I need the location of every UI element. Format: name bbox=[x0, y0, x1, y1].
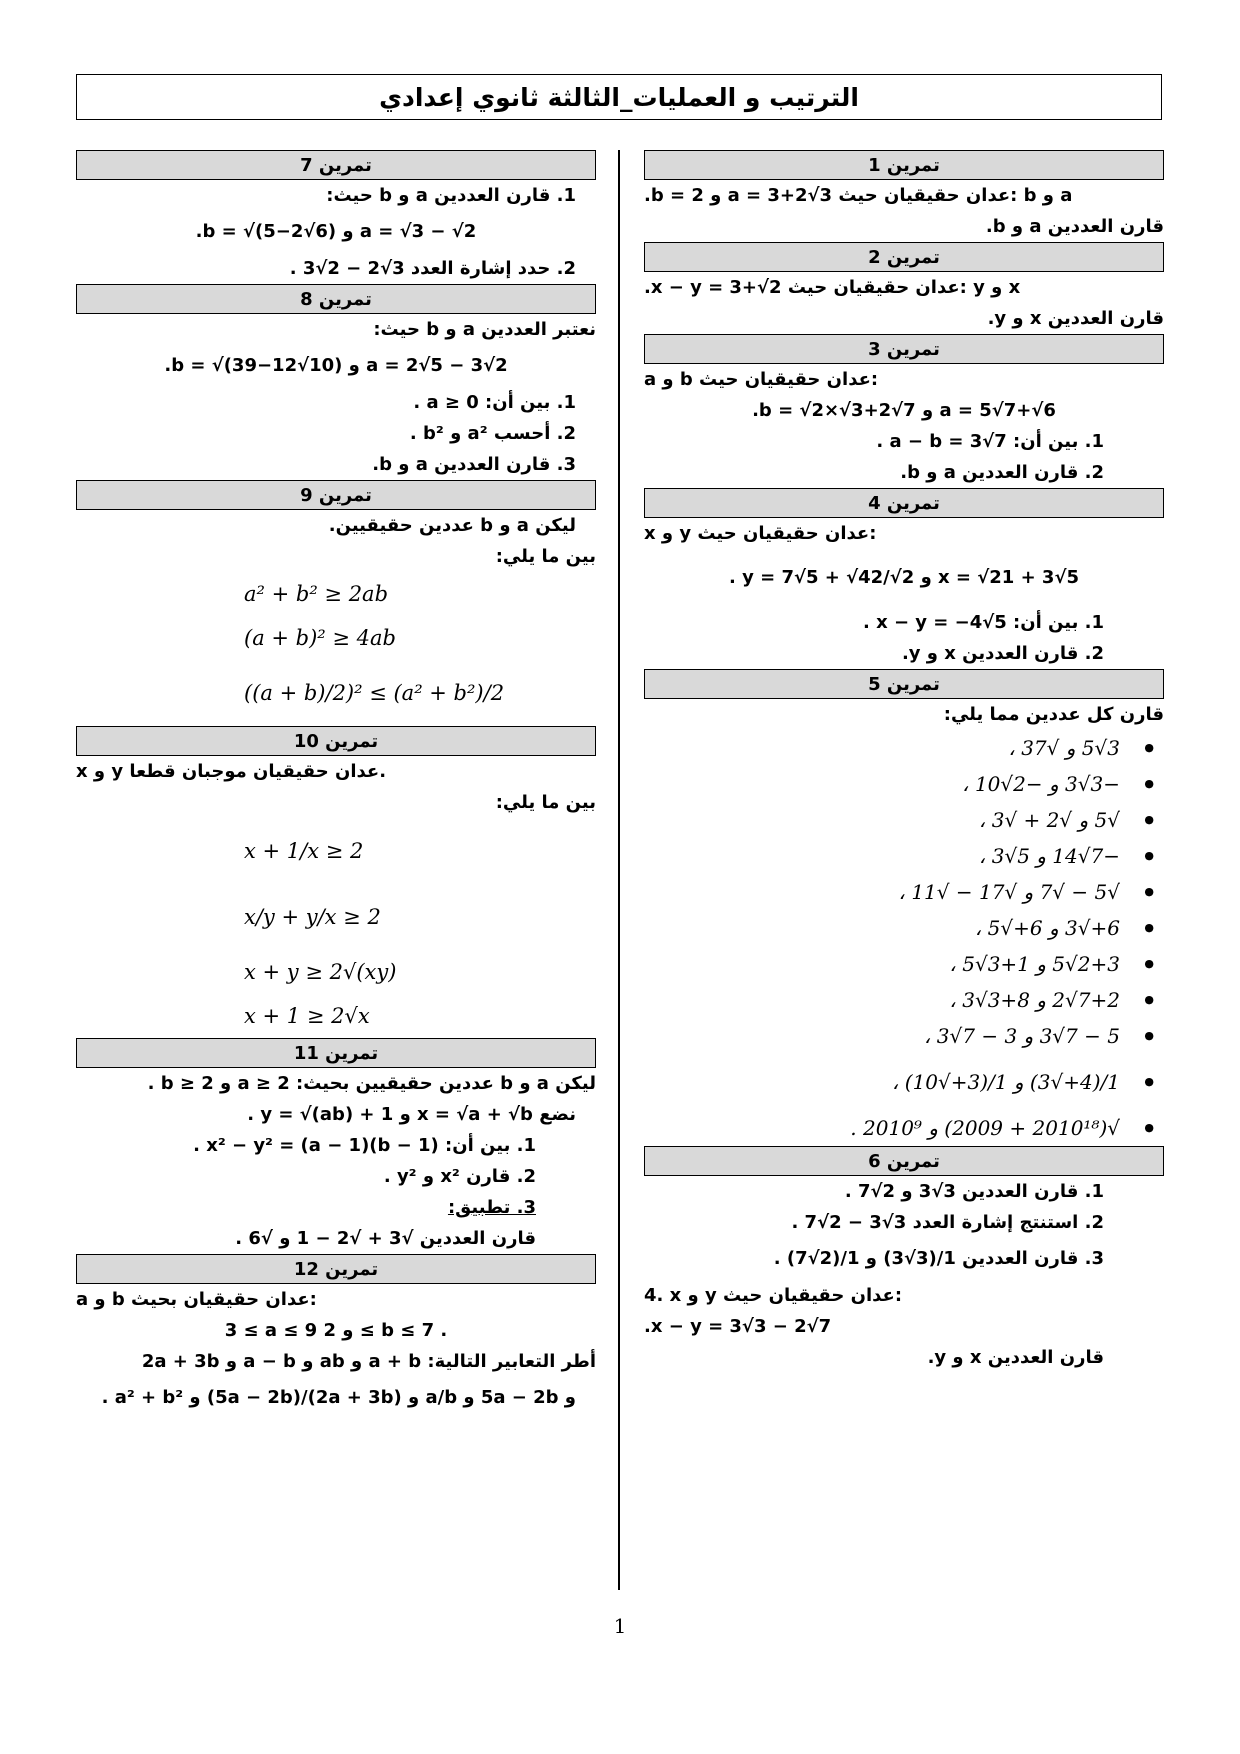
exercise-9-formula-2: (a + b)² ≥ 4ab bbox=[244, 626, 396, 650]
exercise-2-header: تمرين 2 bbox=[644, 242, 1164, 272]
exercise-11-line-3: 1. بين أن: x² − y² = (a − 1)(b − 1) . bbox=[193, 1135, 536, 1156]
exercise-11-line-2: نضع x = √a + √b و y = √(ab) + 1 . bbox=[247, 1104, 576, 1125]
list-item: ● √5 − √7 و √17 − √11 ، bbox=[644, 874, 1120, 910]
exercise-6-line-6: قارن العددين x و y. bbox=[927, 1347, 1104, 1368]
list-item: ● √5 و √2 + √3 ، bbox=[644, 802, 1120, 838]
exercise-3-header: تمرين 3 bbox=[644, 334, 1164, 364]
exercise-12-header: تمرين 12 bbox=[76, 1254, 596, 1284]
exercise-12-line-1: a و b عدان حقيقيان بحيث: bbox=[76, 1289, 317, 1310]
page-title: الترتيب و العمليات_الثالثة ثانوي إعدادي bbox=[76, 74, 1162, 120]
exercise-4-line-4: 2. قارن العددين x و y. bbox=[901, 643, 1104, 664]
exercise-2-line-2: قارن العددين x و y. bbox=[987, 308, 1164, 329]
exercise-4-line-1: x و y عدان حقيقيان حيث: bbox=[644, 523, 877, 544]
exercise-10-formula-2: x/y + y/x ≥ 2 bbox=[244, 905, 381, 929]
exercise-7-line-1: 1. قارن العددين a و b حيث: bbox=[326, 185, 576, 206]
exercise-10-formula-3: x + y ≥ 2√(xy) bbox=[244, 960, 397, 984]
exercise-12-line-4: و 5a − 2b و a/b و (2a + 3b)/(5a − 2b) و a² + b² . bbox=[101, 1387, 576, 1408]
exercise-10-line-1: x و y عدان حقيقيان موجبان قطعا. bbox=[76, 761, 387, 782]
exercise-1-line-1: .b = 2 و a = 3+2√3 عدان حقيقيان حيث: b و a bbox=[644, 185, 1073, 206]
exercise-6-line-1: 1. قارن العددين 3√3 و 2√7 . bbox=[844, 1181, 1104, 1202]
exercise-7-line-2: .b = √(5−2√6) و a = √3 − √2 bbox=[195, 221, 477, 242]
list-item: ● √(2010¹⁸ + 2009) و 2010⁹ . bbox=[644, 1110, 1120, 1146]
exercise-9-formula-1: a² + b² ≥ 2ab bbox=[244, 582, 389, 606]
exercise-11-line-5: 3. تطبيق: bbox=[447, 1197, 536, 1218]
exercise-6-line-5: .x − y = 3√3 − 2√7 bbox=[644, 1316, 832, 1337]
exercise-3-line-3: 1. بين أن: a − b = 3√7 . bbox=[876, 431, 1104, 452]
exercise-6-line-4: 4. x و y عدان حقيقيان حيث: bbox=[644, 1285, 903, 1306]
exercise-5-header: تمرين 5 bbox=[644, 669, 1164, 699]
list-item: ● 7+2√2 و 8+3√3 ، bbox=[644, 982, 1120, 1018]
list-item: ● −7√14 و 5√3 ، bbox=[644, 838, 1120, 874]
exercise-9-formula-3: ((a + b)/2)² ≤ (a² + b²)/2 bbox=[244, 681, 505, 705]
exercise-4-header: تمرين 4 bbox=[644, 488, 1164, 518]
exercise-10-formula-1: x + 1/x ≥ 2 bbox=[244, 839, 364, 863]
exercise-11-line-4: 2. قارن x² و y² . bbox=[383, 1166, 536, 1187]
exercise-6-header: تمرين 6 bbox=[644, 1146, 1164, 1176]
page-number: 1 bbox=[613, 1614, 627, 1638]
exercise-3-line-1: a و b عدان حقيقيان حيث: bbox=[644, 369, 879, 390]
exercise-11-line-6: قارن العددين √3 + √2 − 1 و √6 . bbox=[235, 1228, 536, 1249]
exercise-10-header: تمرين 10 bbox=[76, 726, 596, 756]
exercise-7-header: تمرين 7 bbox=[76, 150, 596, 180]
list-item: ● 2+3√5 و 1+3√5 ، bbox=[644, 946, 1120, 982]
exercise-8-header: تمرين 8 bbox=[76, 284, 596, 314]
exercise-3-line-4: 2. قارن العددين a و b. bbox=[900, 462, 1104, 483]
exercise-1-header: تمرين 1 bbox=[644, 150, 1164, 180]
exercise-2-line-1: .x − y = 3+√2 عدان حقيقيان حيث: y و x bbox=[644, 277, 1021, 298]
exercise-5-line-1: قارن كل عددين مما يلي: bbox=[943, 704, 1164, 725]
exercise-4-line-3: 1. بين أن: x − y = −4√5 . bbox=[862, 612, 1104, 633]
column-divider bbox=[618, 150, 620, 1590]
exercise-8-line-3: 1. بين أن: a ≥ 0 . bbox=[413, 392, 576, 413]
left-column bbox=[76, 150, 596, 1419]
exercise-8-line-1: نعتبر العددين a و b حيث: bbox=[373, 319, 596, 340]
exercise-8-line-5: 3. قارن العددين a و b. bbox=[372, 454, 576, 475]
exercise-8-line-4: 2. أحسب a² و b² . bbox=[409, 423, 576, 444]
exercise-10-formula-4: x + 1 ≥ 2√x bbox=[244, 1004, 370, 1028]
exercise-9-header: تمرين 9 bbox=[76, 480, 596, 510]
list-item: ● −3√3 و −2√10 ، bbox=[644, 766, 1120, 802]
exercise-5-list bbox=[644, 730, 1164, 1146]
exercise-12-line-3: أطر التعابير التالية: a + b و ab و a − b و 2a + 3b bbox=[141, 1351, 596, 1372]
exercise-9-line-2: بين ما يلي: bbox=[495, 546, 596, 567]
list-item: ● 3√5 و √37 ، bbox=[644, 730, 1120, 766]
list-item: ● 1/(4+√3) و 1/(3+√10) ، bbox=[644, 1054, 1120, 1110]
exercise-11-line-1: ليكن a و b عددين حقيقيين بحيث: a ≥ 2 و b ≥ 2 . bbox=[147, 1073, 596, 1094]
exercise-12-line-2: 3 ≤ a ≤ 9 و 2 ≤ b ≤ 7 . bbox=[224, 1320, 448, 1341]
exercise-7-line-3: 2. حدد إشارة العدد 3√2 − 2√3 . bbox=[289, 258, 576, 279]
exercise-1-line-2: قارن العددين a و b. bbox=[985, 216, 1164, 237]
list-item: ● 6+√3 و 6+√5 ، bbox=[644, 910, 1120, 946]
right-column bbox=[644, 150, 1164, 1373]
exercise-9-line-1: ليكن a و b عددين حقيقيين. bbox=[328, 515, 576, 536]
exercise-11-header: تمرين 11 bbox=[76, 1038, 596, 1068]
exercise-3-line-2: .b = √2×√3+2√7 و a = 5√7+√6 bbox=[752, 400, 1056, 421]
exercise-8-line-2: .b = √(39−12√10) و a = 2√5 − 3√2 bbox=[164, 355, 508, 376]
exercise-10-line-2: بين ما يلي: bbox=[495, 792, 596, 813]
exercise-4-line-2: . y = 7√5 + √42/√2 و x = √21 + 3√5 bbox=[729, 567, 1079, 588]
list-item: ● 5 − 7√3 و 3 − 7√3 ، bbox=[644, 1018, 1120, 1054]
exercise-6-line-3: 3. قارن العددين 1/(3√3) و 1/(2√7) . bbox=[773, 1248, 1104, 1269]
exercise-6-line-2: 2. استنتج إشارة العدد 3√3 − 2√7 . bbox=[791, 1212, 1104, 1233]
